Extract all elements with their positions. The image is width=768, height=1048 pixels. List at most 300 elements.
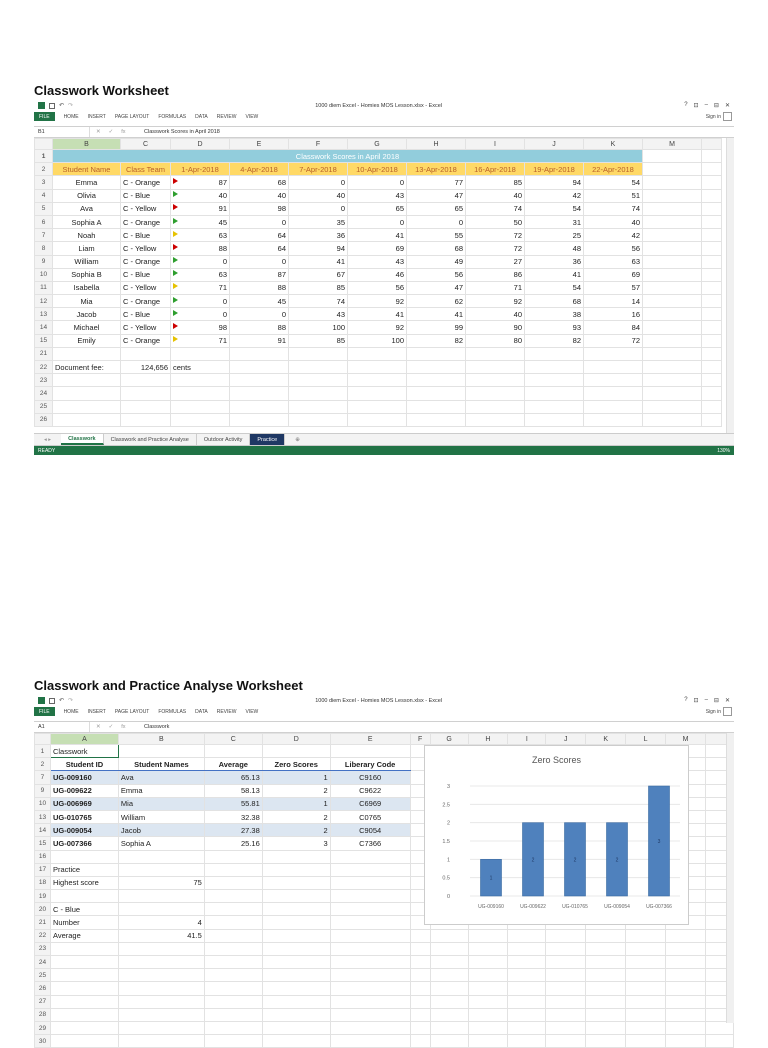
header-student-names[interactable]: Student Names: [118, 758, 204, 771]
row-header[interactable]: 19: [35, 890, 51, 903]
tab-page-layout[interactable]: PAGE LAYOUT: [114, 113, 150, 120]
col-header[interactable]: B: [53, 139, 121, 150]
average-cell[interactable]: 27.38: [204, 824, 262, 837]
col-header[interactable]: F: [289, 139, 348, 150]
score-cell[interactable]: [289, 334, 348, 347]
student-name-cell[interactable]: Mia: [53, 295, 121, 308]
score-cell[interactable]: [584, 255, 643, 268]
practice-value-cell[interactable]: 4: [118, 916, 204, 929]
score-cell[interactable]: [230, 229, 289, 242]
col-header[interactable]: J: [546, 734, 586, 745]
header-cell[interactable]: 4-Apr-2018: [230, 163, 289, 176]
score-cell[interactable]: [584, 229, 643, 242]
col-header[interactable]: H: [407, 139, 466, 150]
row-header[interactable]: 24: [35, 387, 53, 400]
library-code-cell[interactable]: C9054: [330, 824, 410, 837]
vertical-scrollbar[interactable]: [726, 138, 734, 433]
score-cell[interactable]: [525, 176, 584, 189]
header-cell[interactable]: Student Name: [53, 163, 121, 176]
row-header[interactable]: 5: [35, 202, 53, 215]
ribbon-display-icon[interactable]: ⊡: [693, 103, 699, 109]
tab-insert[interactable]: INSERT: [87, 708, 106, 715]
formula-input[interactable]: Classwork Scores in April 2018: [144, 129, 220, 135]
score-cell[interactable]: [348, 281, 407, 294]
score-cell[interactable]: [466, 215, 525, 228]
class-team-cell[interactable]: C - Yellow: [121, 202, 171, 215]
score-cell[interactable]: [230, 334, 289, 347]
score-cell[interactable]: [348, 268, 407, 281]
score-cell[interactable]: [407, 281, 466, 294]
score-cell[interactable]: [407, 215, 466, 228]
fee-unit[interactable]: cents: [171, 361, 230, 374]
sheet-tab-outdoor[interactable]: Outdoor Activity: [197, 434, 251, 445]
library-code-cell[interactable]: C9160: [330, 771, 410, 784]
average-cell[interactable]: 55.81: [204, 797, 262, 810]
average-cell[interactable]: 65.13: [204, 771, 262, 784]
score-cell[interactable]: [289, 189, 348, 202]
row-header[interactable]: 23: [35, 942, 51, 955]
cell-a1[interactable]: Classwork: [50, 745, 118, 758]
practice-label-cell[interactable]: Number: [50, 916, 118, 929]
header-cell[interactable]: 19-Apr-2018: [525, 163, 584, 176]
tab-formulas[interactable]: FORMULAS: [158, 113, 187, 120]
score-cell[interactable]: [466, 308, 525, 321]
zero-scores-cell[interactable]: 2: [262, 824, 330, 837]
cancel-icon[interactable]: ✕: [96, 724, 101, 730]
score-cell[interactable]: [466, 202, 525, 215]
tab-review[interactable]: REVIEW: [216, 113, 237, 120]
score-cell[interactable]: [289, 176, 348, 189]
row-header[interactable]: 21: [35, 347, 53, 360]
student-name-cell[interactable]: Jacob: [118, 824, 204, 837]
row-header[interactable]: 24: [35, 956, 51, 969]
row-header[interactable]: 11: [35, 281, 53, 294]
score-cell[interactable]: [230, 255, 289, 268]
score-cell[interactable]: [525, 308, 584, 321]
zero-scores-cell[interactable]: 2: [262, 784, 330, 797]
score-cell[interactable]: [525, 255, 584, 268]
row-header[interactable]: 9: [35, 255, 53, 268]
score-cell[interactable]: [289, 242, 348, 255]
score-cell[interactable]: [171, 308, 230, 321]
practice-label-cell[interactable]: [50, 890, 118, 903]
header-zero-scores[interactable]: Zero Scores: [262, 758, 330, 771]
score-cell[interactable]: [348, 229, 407, 242]
score-cell[interactable]: [230, 242, 289, 255]
score-cell[interactable]: [466, 281, 525, 294]
header-cell[interactable]: 13-Apr-2018: [407, 163, 466, 176]
banner-title[interactable]: Classwork Scores in April 2018: [53, 150, 643, 163]
row-header[interactable]: 3: [35, 176, 53, 189]
student-name-cell[interactable]: Jacob: [53, 308, 121, 321]
row-header[interactable]: 14: [35, 824, 51, 837]
col-header[interactable]: M: [666, 734, 706, 745]
practice-value-cell[interactable]: 41.5: [118, 929, 204, 942]
score-cell[interactable]: [348, 295, 407, 308]
score-cell[interactable]: [584, 242, 643, 255]
header-cell[interactable]: 1-Apr-2018: [171, 163, 230, 176]
score-cell[interactable]: [230, 321, 289, 334]
tab-file[interactable]: FILE: [34, 707, 55, 716]
score-cell[interactable]: [289, 281, 348, 294]
row-header[interactable]: 20: [35, 903, 51, 916]
tab-scroll-icon[interactable]: ◂ ▸: [44, 436, 52, 443]
col-header[interactable]: D: [171, 139, 230, 150]
row-header[interactable]: 21: [35, 916, 51, 929]
student-name-cell[interactable]: William: [118, 810, 204, 823]
row-header[interactable]: 26: [35, 982, 51, 995]
col-header[interactable]: B: [118, 734, 204, 745]
score-cell[interactable]: [348, 202, 407, 215]
student-name-cell[interactable]: Emma: [53, 176, 121, 189]
row-header[interactable]: 2: [35, 758, 51, 771]
student-id-cell[interactable]: UG-009622: [50, 784, 118, 797]
col-header[interactable]: A: [50, 734, 118, 745]
student-name-cell[interactable]: Ava: [118, 771, 204, 784]
tab-insert[interactable]: INSERT: [87, 113, 106, 120]
score-cell[interactable]: [171, 295, 230, 308]
score-cell[interactable]: [584, 268, 643, 281]
row-header[interactable]: 22: [35, 361, 53, 374]
class-team-cell[interactable]: C - Orange: [121, 334, 171, 347]
average-cell[interactable]: 58.13: [204, 784, 262, 797]
score-cell[interactable]: [525, 242, 584, 255]
score-cell[interactable]: [407, 202, 466, 215]
student-id-cell[interactable]: UG-010765: [50, 810, 118, 823]
add-sheet-icon[interactable]: ⊕: [295, 436, 300, 443]
student-name-cell[interactable]: Sophia B: [53, 268, 121, 281]
col-header[interactable]: E: [330, 734, 410, 745]
score-cell[interactable]: [466, 255, 525, 268]
score-cell[interactable]: [230, 189, 289, 202]
student-id-cell[interactable]: UG-006969: [50, 797, 118, 810]
class-team-cell[interactable]: C - Orange: [121, 255, 171, 268]
col-header[interactable]: G: [430, 734, 468, 745]
score-cell[interactable]: [525, 295, 584, 308]
score-cell[interactable]: [525, 229, 584, 242]
practice-label-cell[interactable]: [50, 850, 118, 863]
score-cell[interactable]: [407, 321, 466, 334]
col-header[interactable]: K: [584, 139, 643, 150]
col-header[interactable]: I: [508, 734, 546, 745]
sign-in-link[interactable]: [706, 112, 734, 121]
score-cell[interactable]: [171, 255, 230, 268]
confirm-icon[interactable]: ✓: [108, 724, 114, 730]
row-header[interactable]: 1: [35, 745, 51, 758]
minimize-icon[interactable]: –: [704, 102, 708, 108]
row-header[interactable]: 22: [35, 929, 51, 942]
score-cell[interactable]: [584, 295, 643, 308]
sign-in-link[interactable]: [706, 707, 734, 716]
class-team-cell[interactable]: C - Blue: [121, 268, 171, 281]
tab-data[interactable]: DATA: [195, 113, 208, 120]
score-cell[interactable]: [407, 242, 466, 255]
student-name-cell[interactable]: Olivia: [53, 189, 121, 202]
help-icon[interactable]: ?: [684, 102, 688, 108]
score-cell[interactable]: [289, 295, 348, 308]
zero-scores-cell[interactable]: 1: [262, 797, 330, 810]
fee-value[interactable]: 124,656: [121, 361, 171, 374]
confirm-icon[interactable]: ✓: [108, 129, 114, 135]
class-team-cell[interactable]: C - Yellow: [121, 321, 171, 334]
row-header[interactable]: 8: [35, 242, 53, 255]
fee-label[interactable]: Document fee:: [53, 361, 121, 374]
row-header[interactable]: 13: [35, 308, 53, 321]
row-header[interactable]: 16: [35, 850, 51, 863]
zero-scores-cell[interactable]: 3: [262, 837, 330, 850]
row-header[interactable]: 25: [35, 969, 51, 982]
col-header[interactable]: E: [230, 139, 289, 150]
score-cell[interactable]: [525, 281, 584, 294]
class-team-cell[interactable]: C - Yellow: [121, 281, 171, 294]
score-cell[interactable]: [230, 176, 289, 189]
student-id-cell[interactable]: UG-009054: [50, 824, 118, 837]
score-cell[interactable]: [289, 229, 348, 242]
score-cell[interactable]: [348, 189, 407, 202]
score-cell[interactable]: [466, 176, 525, 189]
practice-value-cell[interactable]: [118, 903, 204, 916]
score-cell[interactable]: [525, 215, 584, 228]
header-cell[interactable]: Class Team: [121, 163, 171, 176]
score-cell[interactable]: [407, 268, 466, 281]
student-name-cell[interactable]: Mia: [118, 797, 204, 810]
library-code-cell[interactable]: C6969: [330, 797, 410, 810]
redo-icon[interactable]: ↷: [68, 103, 74, 109]
score-cell[interactable]: [230, 268, 289, 281]
tab-file[interactable]: FILE: [34, 112, 55, 121]
score-cell[interactable]: [171, 176, 230, 189]
zoom-level[interactable]: 130%: [717, 447, 730, 454]
header-average[interactable]: Average: [204, 758, 262, 771]
student-name-cell[interactable]: Sophia A: [118, 837, 204, 850]
class-team-cell[interactable]: C - Orange: [121, 176, 171, 189]
header-library-code[interactable]: Liberary Code: [330, 758, 410, 771]
zero-scores-chart[interactable]: [424, 745, 689, 925]
sheet-tab-analyse[interactable]: Classwork and Practice Analyse: [104, 434, 197, 445]
tab-home[interactable]: HOME: [63, 113, 79, 120]
student-id-cell[interactable]: UG-007366: [50, 837, 118, 850]
name-box[interactable]: B1: [34, 127, 90, 137]
score-cell[interactable]: [289, 308, 348, 321]
score-cell[interactable]: [584, 176, 643, 189]
row-header[interactable]: 2: [35, 163, 53, 176]
row-header[interactable]: 27: [35, 995, 51, 1008]
zero-scores-cell[interactable]: 1: [262, 771, 330, 784]
cancel-icon[interactable]: ✕: [96, 129, 101, 135]
score-cell[interactable]: [230, 202, 289, 215]
score-cell[interactable]: [171, 229, 230, 242]
score-cell[interactable]: [171, 281, 230, 294]
header-cell[interactable]: 7-Apr-2018: [289, 163, 348, 176]
row-header[interactable]: 15: [35, 334, 53, 347]
row-header[interactable]: 10: [35, 797, 51, 810]
score-cell[interactable]: [171, 321, 230, 334]
score-cell[interactable]: [584, 281, 643, 294]
score-cell[interactable]: [407, 176, 466, 189]
save-icon[interactable]: [49, 103, 55, 109]
header-cell[interactable]: 10-Apr-2018: [348, 163, 407, 176]
col-header[interactable]: F: [410, 734, 430, 745]
score-cell[interactable]: [466, 229, 525, 242]
sheet-tab-classwork[interactable]: Classwork: [61, 434, 104, 445]
ribbon-display-icon[interactable]: ⊡: [693, 698, 699, 704]
score-cell[interactable]: [584, 321, 643, 334]
row-header[interactable]: 29: [35, 1021, 51, 1034]
score-cell[interactable]: [289, 321, 348, 334]
score-cell[interactable]: [466, 268, 525, 281]
class-team-cell[interactable]: C - Yellow: [121, 242, 171, 255]
col-header[interactable]: K: [586, 734, 626, 745]
function-icon[interactable]: fx: [121, 724, 126, 730]
row-header[interactable]: 10: [35, 268, 53, 281]
tab-formulas[interactable]: FORMULAS: [158, 708, 187, 715]
score-cell[interactable]: [584, 189, 643, 202]
library-code-cell[interactable]: C7366: [330, 837, 410, 850]
score-cell[interactable]: [466, 321, 525, 334]
practice-value-cell[interactable]: [118, 850, 204, 863]
score-cell[interactable]: [584, 334, 643, 347]
col-header[interactable]: I: [466, 139, 525, 150]
score-cell[interactable]: [407, 255, 466, 268]
score-cell[interactable]: [289, 215, 348, 228]
row-header[interactable]: 13: [35, 810, 51, 823]
tab-page-layout[interactable]: PAGE LAYOUT: [114, 708, 150, 715]
undo-icon[interactable]: ↶: [59, 698, 65, 704]
row-header[interactable]: 6: [35, 215, 53, 228]
row-header[interactable]: 14: [35, 321, 53, 334]
restore-icon[interactable]: ⊟: [713, 103, 719, 109]
student-name-cell[interactable]: Ava: [53, 202, 121, 215]
row-header[interactable]: 23: [35, 374, 53, 387]
score-cell[interactable]: [466, 334, 525, 347]
col-header[interactable]: G: [348, 139, 407, 150]
average-cell[interactable]: 32.38: [204, 810, 262, 823]
score-cell[interactable]: [407, 229, 466, 242]
row-header[interactable]: 17: [35, 863, 51, 876]
row-header[interactable]: 18: [35, 876, 51, 889]
score-cell[interactable]: [171, 242, 230, 255]
student-name-cell[interactable]: Emily: [53, 334, 121, 347]
header-cell[interactable]: 16-Apr-2018: [466, 163, 525, 176]
row-header[interactable]: 4: [35, 189, 53, 202]
help-icon[interactable]: ?: [684, 697, 688, 703]
row-header[interactable]: 25: [35, 400, 53, 413]
practice-label-cell[interactable]: C - Blue: [50, 903, 118, 916]
score-cell[interactable]: [466, 189, 525, 202]
score-cell[interactable]: [584, 308, 643, 321]
score-cell[interactable]: [171, 202, 230, 215]
score-cell[interactable]: [466, 242, 525, 255]
average-cell[interactable]: 25.16: [204, 837, 262, 850]
class-team-cell[interactable]: C - Blue: [121, 189, 171, 202]
score-cell[interactable]: [348, 334, 407, 347]
close-icon[interactable]: ✕: [724, 103, 730, 109]
score-cell[interactable]: [348, 242, 407, 255]
score-cell[interactable]: [230, 215, 289, 228]
score-cell[interactable]: [407, 308, 466, 321]
student-name-cell[interactable]: Sophia A: [53, 215, 121, 228]
practice-label-cell[interactable]: Highest score: [50, 876, 118, 889]
score-cell[interactable]: [525, 268, 584, 281]
score-cell[interactable]: [584, 215, 643, 228]
undo-icon[interactable]: ↶: [59, 103, 65, 109]
header-student-id[interactable]: Student ID: [50, 758, 118, 771]
score-cell[interactable]: [407, 189, 466, 202]
student-name-cell[interactable]: Isabella: [53, 281, 121, 294]
function-icon[interactable]: fx: [121, 129, 126, 135]
row-header[interactable]: 15: [35, 837, 51, 850]
score-cell[interactable]: [171, 334, 230, 347]
score-cell[interactable]: [348, 176, 407, 189]
restore-icon[interactable]: ⊟: [713, 698, 719, 704]
redo-icon[interactable]: ↷: [68, 698, 74, 704]
zero-scores-cell[interactable]: 2: [262, 810, 330, 823]
tab-data[interactable]: DATA: [195, 708, 208, 715]
score-cell[interactable]: [171, 215, 230, 228]
class-team-cell[interactable]: C - Orange: [121, 295, 171, 308]
score-cell[interactable]: [584, 202, 643, 215]
row-header[interactable]: 28: [35, 1008, 51, 1021]
tab-view[interactable]: VIEW: [245, 708, 259, 715]
row-header[interactable]: 1: [35, 150, 53, 163]
score-cell[interactable]: [348, 321, 407, 334]
student-name-cell[interactable]: Michael: [53, 321, 121, 334]
practice-value-cell[interactable]: [118, 890, 204, 903]
score-cell[interactable]: [230, 308, 289, 321]
score-cell[interactable]: [348, 308, 407, 321]
practice-value-cell[interactable]: [118, 863, 204, 876]
col-header[interactable]: H: [468, 734, 508, 745]
class-team-cell[interactable]: C - Blue: [121, 229, 171, 242]
row-header[interactable]: 7: [35, 229, 53, 242]
score-cell[interactable]: [230, 295, 289, 308]
sheet-tab-practice[interactable]: Practice: [250, 434, 285, 445]
row-header[interactable]: 26: [35, 413, 53, 426]
score-cell[interactable]: [289, 268, 348, 281]
student-name-cell[interactable]: Emma: [118, 784, 204, 797]
score-cell[interactable]: [348, 215, 407, 228]
score-cell[interactable]: [466, 295, 525, 308]
student-name-cell[interactable]: Noah: [53, 229, 121, 242]
row-header[interactable]: 12: [35, 295, 53, 308]
practice-label-cell[interactable]: Average: [50, 929, 118, 942]
library-code-cell[interactable]: C0765: [330, 810, 410, 823]
col-header[interactable]: C: [121, 139, 171, 150]
score-cell[interactable]: [230, 281, 289, 294]
tab-view[interactable]: VIEW: [245, 113, 259, 120]
score-cell[interactable]: [348, 255, 407, 268]
score-cell[interactable]: [171, 189, 230, 202]
row-header[interactable]: 30: [35, 1035, 51, 1048]
student-name-cell[interactable]: William: [53, 255, 121, 268]
score-cell[interactable]: [407, 334, 466, 347]
score-cell[interactable]: [525, 321, 584, 334]
score-cell[interactable]: [525, 202, 584, 215]
practice-label-cell[interactable]: Practice: [50, 863, 118, 876]
class-team-cell[interactable]: C - Orange: [121, 215, 171, 228]
formula-input[interactable]: Classwork: [144, 724, 170, 730]
row-header[interactable]: 9: [35, 784, 51, 797]
close-icon[interactable]: ✕: [724, 698, 730, 704]
score-cell[interactable]: [171, 268, 230, 281]
student-name-cell[interactable]: Liam: [53, 242, 121, 255]
score-cell[interactable]: [289, 202, 348, 215]
tab-review[interactable]: REVIEW: [216, 708, 237, 715]
row-header[interactable]: 7: [35, 771, 51, 784]
score-cell[interactable]: [525, 189, 584, 202]
score-cell[interactable]: [525, 334, 584, 347]
minimize-icon[interactable]: –: [704, 697, 708, 703]
